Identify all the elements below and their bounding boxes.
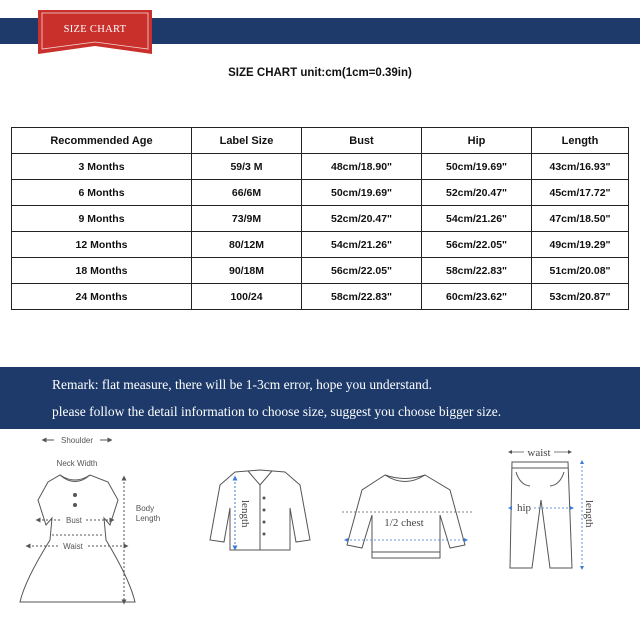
cell-bust: 50cm/19.69" (302, 180, 422, 206)
cell-label-size: 100/24 (192, 284, 302, 310)
size-chart-badge-label: SIZE CHART (63, 24, 127, 35)
measurement-diagrams (0, 430, 640, 640)
dress-neck-width-label: Neck Width (56, 459, 98, 468)
cell-hip: 60cm/23.62" (422, 284, 532, 310)
size-table (11, 127, 629, 310)
pants-waist-label: waist (527, 447, 551, 459)
cell-age: 6 Months (12, 180, 192, 206)
cell-length: 45cm/17.72" (532, 180, 629, 206)
column-header-age: Recommended Age (12, 128, 192, 154)
column-header-length: Length (532, 128, 629, 154)
cell-length: 47cm/18.50" (532, 206, 629, 232)
cell-label-size: 73/9M (192, 206, 302, 232)
cell-age: 24 Months (12, 284, 192, 310)
cell-bust: 52cm/20.47" (302, 206, 422, 232)
cell-length: 43cm/16.93" (532, 154, 629, 180)
dress-length-label: Length (135, 514, 161, 523)
cell-hip: 56cm/22.05" (422, 232, 532, 258)
cell-hip: 58cm/22.83" (422, 258, 532, 284)
cell-bust: 56cm/22.05" (302, 258, 422, 284)
shirt-diagram (210, 470, 310, 550)
pants-diagram (510, 462, 572, 568)
remark-line-2: please follow the detail information to choose size, suggest you choose bigger size. (52, 404, 502, 419)
cell-bust: 54cm/21.26" (302, 232, 422, 258)
cell-hip: 50cm/19.69" (422, 154, 532, 180)
pants-length-label: length (583, 500, 595, 528)
size-chart-title: SIZE CHART unit:cm(1cm=0.39in) (228, 67, 412, 79)
shirt-length-label: length (239, 500, 251, 528)
cell-label-size: 90/18M (192, 258, 302, 284)
sweater-half-chest-label: 1/2 chest (384, 517, 424, 529)
table-header-row (12, 128, 629, 154)
table-row (12, 284, 629, 310)
pants-hip-label: hip (516, 502, 532, 514)
cell-age: 18 Months (12, 258, 192, 284)
table-row (12, 206, 629, 232)
cell-length: 53cm/20.87" (532, 284, 629, 310)
cell-hip: 52cm/20.47" (422, 180, 532, 206)
column-header-bust: Bust (302, 128, 422, 154)
cell-bust: 48cm/18.90" (302, 154, 422, 180)
cell-hip: 54cm/21.26" (422, 206, 532, 232)
table-row (12, 258, 629, 284)
table-row (12, 232, 629, 258)
table-row (12, 180, 629, 206)
cell-length: 49cm/19.29" (532, 232, 629, 258)
cell-label-size: 80/12M (192, 232, 302, 258)
column-header-hip: Hip (422, 128, 532, 154)
table-row (12, 154, 629, 180)
cell-age: 12 Months (12, 232, 192, 258)
dress-body-label: Body (135, 504, 155, 513)
cell-age: 9 Months (12, 206, 192, 232)
cell-length: 51cm/20.08" (532, 258, 629, 284)
dress-shoulder-label: Shoulder (60, 436, 94, 445)
cell-bust: 58cm/22.83" (302, 284, 422, 310)
cell-label-size: 66/6M (192, 180, 302, 206)
cell-age: 3 Months (12, 154, 192, 180)
dress-bust-label: Bust (65, 516, 83, 525)
cell-label-size: 59/3 M (192, 154, 302, 180)
remark-line-1: Remark: flat measure, there will be 1-3cm error, hope you understand. (52, 377, 432, 392)
column-header-label-size: Label Size (192, 128, 302, 154)
dress-waist-label: Waist (63, 542, 83, 551)
